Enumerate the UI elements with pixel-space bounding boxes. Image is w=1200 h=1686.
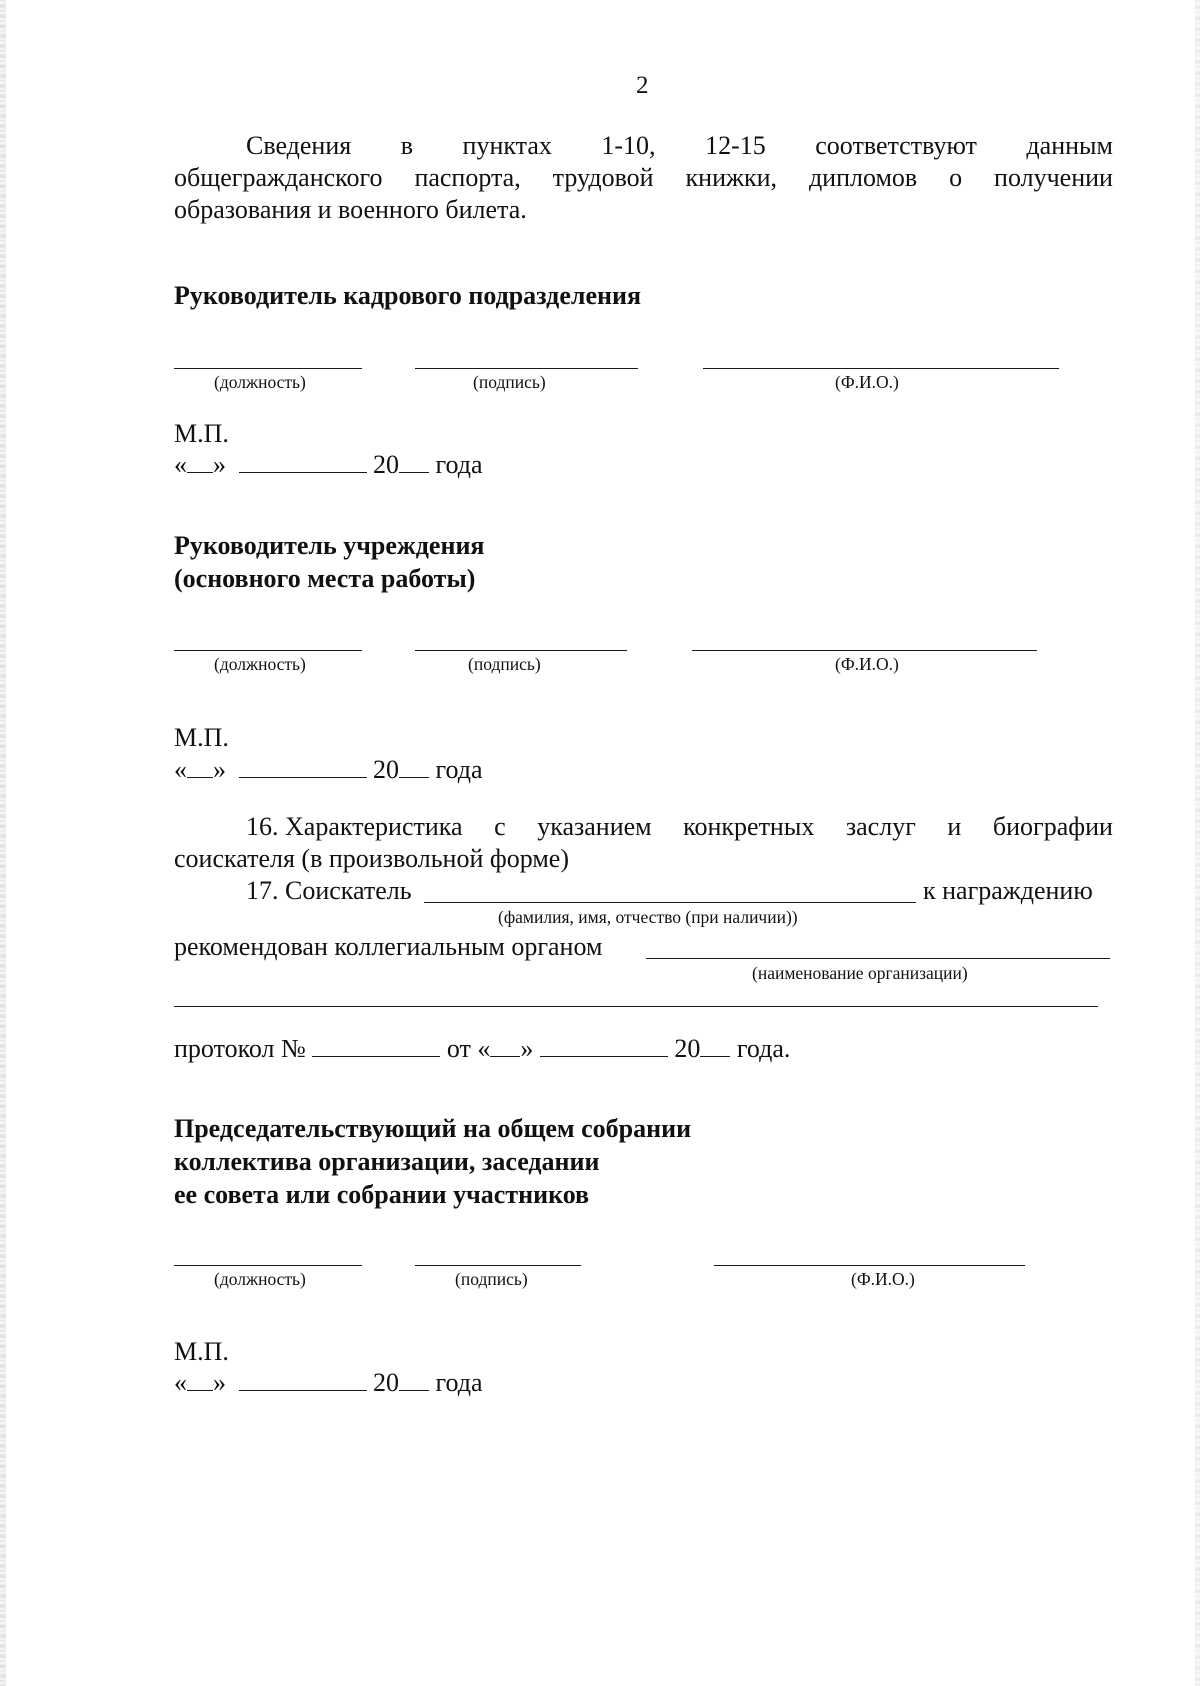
- item16-word: конкретных: [683, 812, 815, 841]
- month-blank: [239, 450, 367, 473]
- intro-word: в: [400, 131, 414, 160]
- year-blank: [399, 755, 429, 778]
- intro-line-1: [246, 130, 1113, 162]
- item16-word: биографии: [992, 812, 1113, 841]
- section-chair-title-1: Председательствующий на общем собрании: [174, 1114, 692, 1143]
- intro-word: Сведения: [246, 131, 352, 160]
- fio-line: [692, 650, 1037, 651]
- year-suffix: года: [435, 1368, 483, 1397]
- stamp-mark: М.П.: [174, 723, 229, 752]
- date-line: [174, 449, 483, 481]
- year-blank: [399, 1368, 429, 1391]
- year-prefix: 20: [373, 1368, 399, 1397]
- item17-prefix: 17. Соискатель: [246, 876, 412, 905]
- quote-open: «: [174, 450, 187, 479]
- intro-word: общегражданского: [174, 163, 383, 192]
- intro-word: дипломов: [808, 163, 918, 192]
- day-blank: [187, 755, 213, 778]
- section-head-title-1: Руководитель учреждения: [174, 531, 485, 560]
- section-head-title-2: (основного места работы): [174, 564, 476, 593]
- intro-word: паспорта,: [414, 163, 521, 192]
- intro-word: данным: [1026, 131, 1113, 160]
- year-blank: [399, 450, 429, 473]
- intro-word: 12-15: [705, 131, 766, 160]
- item16-line-1: [246, 811, 1113, 843]
- signature-line: [415, 650, 627, 651]
- signature-line: [415, 368, 638, 369]
- signature-line: [415, 1265, 581, 1266]
- quote-open: «: [477, 1034, 491, 1063]
- quote-close: »: [213, 450, 226, 479]
- item16-word: указанием: [537, 812, 652, 841]
- intro-word: пунктах: [462, 131, 552, 160]
- month-blank: [239, 1368, 367, 1391]
- fio-line: [714, 1265, 1025, 1266]
- day-blank: [490, 1034, 520, 1057]
- intro-word: книжки,: [685, 163, 778, 192]
- stamp-mark: М.П.: [174, 1337, 229, 1366]
- scan-edge-right: [1195, 0, 1200, 1686]
- date-line: [174, 1367, 483, 1399]
- intro-word: соответствуют: [815, 131, 977, 160]
- fio-caption: (Ф.И.О.): [851, 1269, 915, 1289]
- position-caption: (должность): [214, 372, 306, 392]
- protocol-label: протокол №: [174, 1034, 306, 1063]
- year-prefix: 20: [373, 450, 399, 479]
- protocol-number-blank: [312, 1034, 440, 1057]
- year-prefix: 20: [373, 755, 399, 784]
- month-blank: [540, 1034, 668, 1057]
- organization-caption: (наименование организации): [752, 963, 968, 983]
- candidate-name-line: [424, 902, 916, 903]
- item16-word: с: [494, 812, 506, 841]
- fio-line: [703, 368, 1059, 369]
- signature-caption: (подпись): [455, 1269, 528, 1289]
- quote-open: «: [174, 755, 187, 784]
- month-blank: [239, 755, 367, 778]
- stamp-mark: М.П.: [174, 419, 229, 448]
- position-caption: (должность): [214, 1269, 306, 1289]
- signature-caption: (подпись): [473, 372, 546, 392]
- fio-caption: (Ф.И.О.): [835, 654, 899, 674]
- page-number: 2: [636, 72, 649, 99]
- intro-line-3: образования и военного билета.: [174, 195, 527, 224]
- section-hr-title: Руководитель кадрового подразделения: [174, 281, 642, 310]
- section-chair-title-2: коллектива организации, заседании: [174, 1147, 600, 1176]
- item16-word: и: [947, 812, 962, 841]
- intro-word: о: [949, 163, 963, 192]
- quote-close: »: [520, 1034, 534, 1063]
- protocol-from: от: [446, 1034, 471, 1063]
- day-blank: [187, 1368, 213, 1391]
- quote-open: «: [174, 1368, 187, 1397]
- section-chair-title-3: ее совета или собрании участников: [174, 1180, 590, 1209]
- year-suffix: года: [435, 450, 483, 479]
- position-line: [174, 650, 362, 651]
- candidate-name-caption: (фамилия, имя, отчество (при наличии)): [498, 907, 798, 927]
- organization-line-continued: [174, 1006, 1098, 1007]
- intro-word: получении: [994, 163, 1113, 192]
- signature-caption: (подпись): [468, 654, 541, 674]
- intro-line-2: [174, 162, 1113, 194]
- day-blank: [187, 450, 213, 473]
- position-caption: (должность): [214, 654, 306, 674]
- fio-caption: (Ф.И.О.): [835, 372, 899, 392]
- date-line: [174, 754, 483, 786]
- protocol-line: [174, 1033, 790, 1065]
- year-suffix: года.: [736, 1034, 791, 1063]
- position-line: [174, 1265, 362, 1266]
- item16-word: заслуг: [845, 812, 916, 841]
- scan-edge-left: [0, 0, 6, 1686]
- quote-close: »: [213, 1368, 226, 1397]
- item16-line-2: соискателя (в произвольной форме): [174, 844, 569, 873]
- intro-word: 1-10,: [601, 131, 656, 160]
- organization-line: [646, 958, 1110, 959]
- item17-suffix: к награждению: [923, 876, 1093, 905]
- position-line: [174, 368, 362, 369]
- year-blank: [700, 1034, 730, 1057]
- quote-close: »: [213, 755, 226, 784]
- item17-line-2: рекомендован коллегиальным органом: [174, 932, 603, 961]
- year-prefix: 20: [674, 1034, 701, 1063]
- year-suffix: года: [435, 755, 483, 784]
- intro-word: трудовой: [552, 163, 654, 192]
- item16-word: 16. Характеристика: [246, 812, 463, 841]
